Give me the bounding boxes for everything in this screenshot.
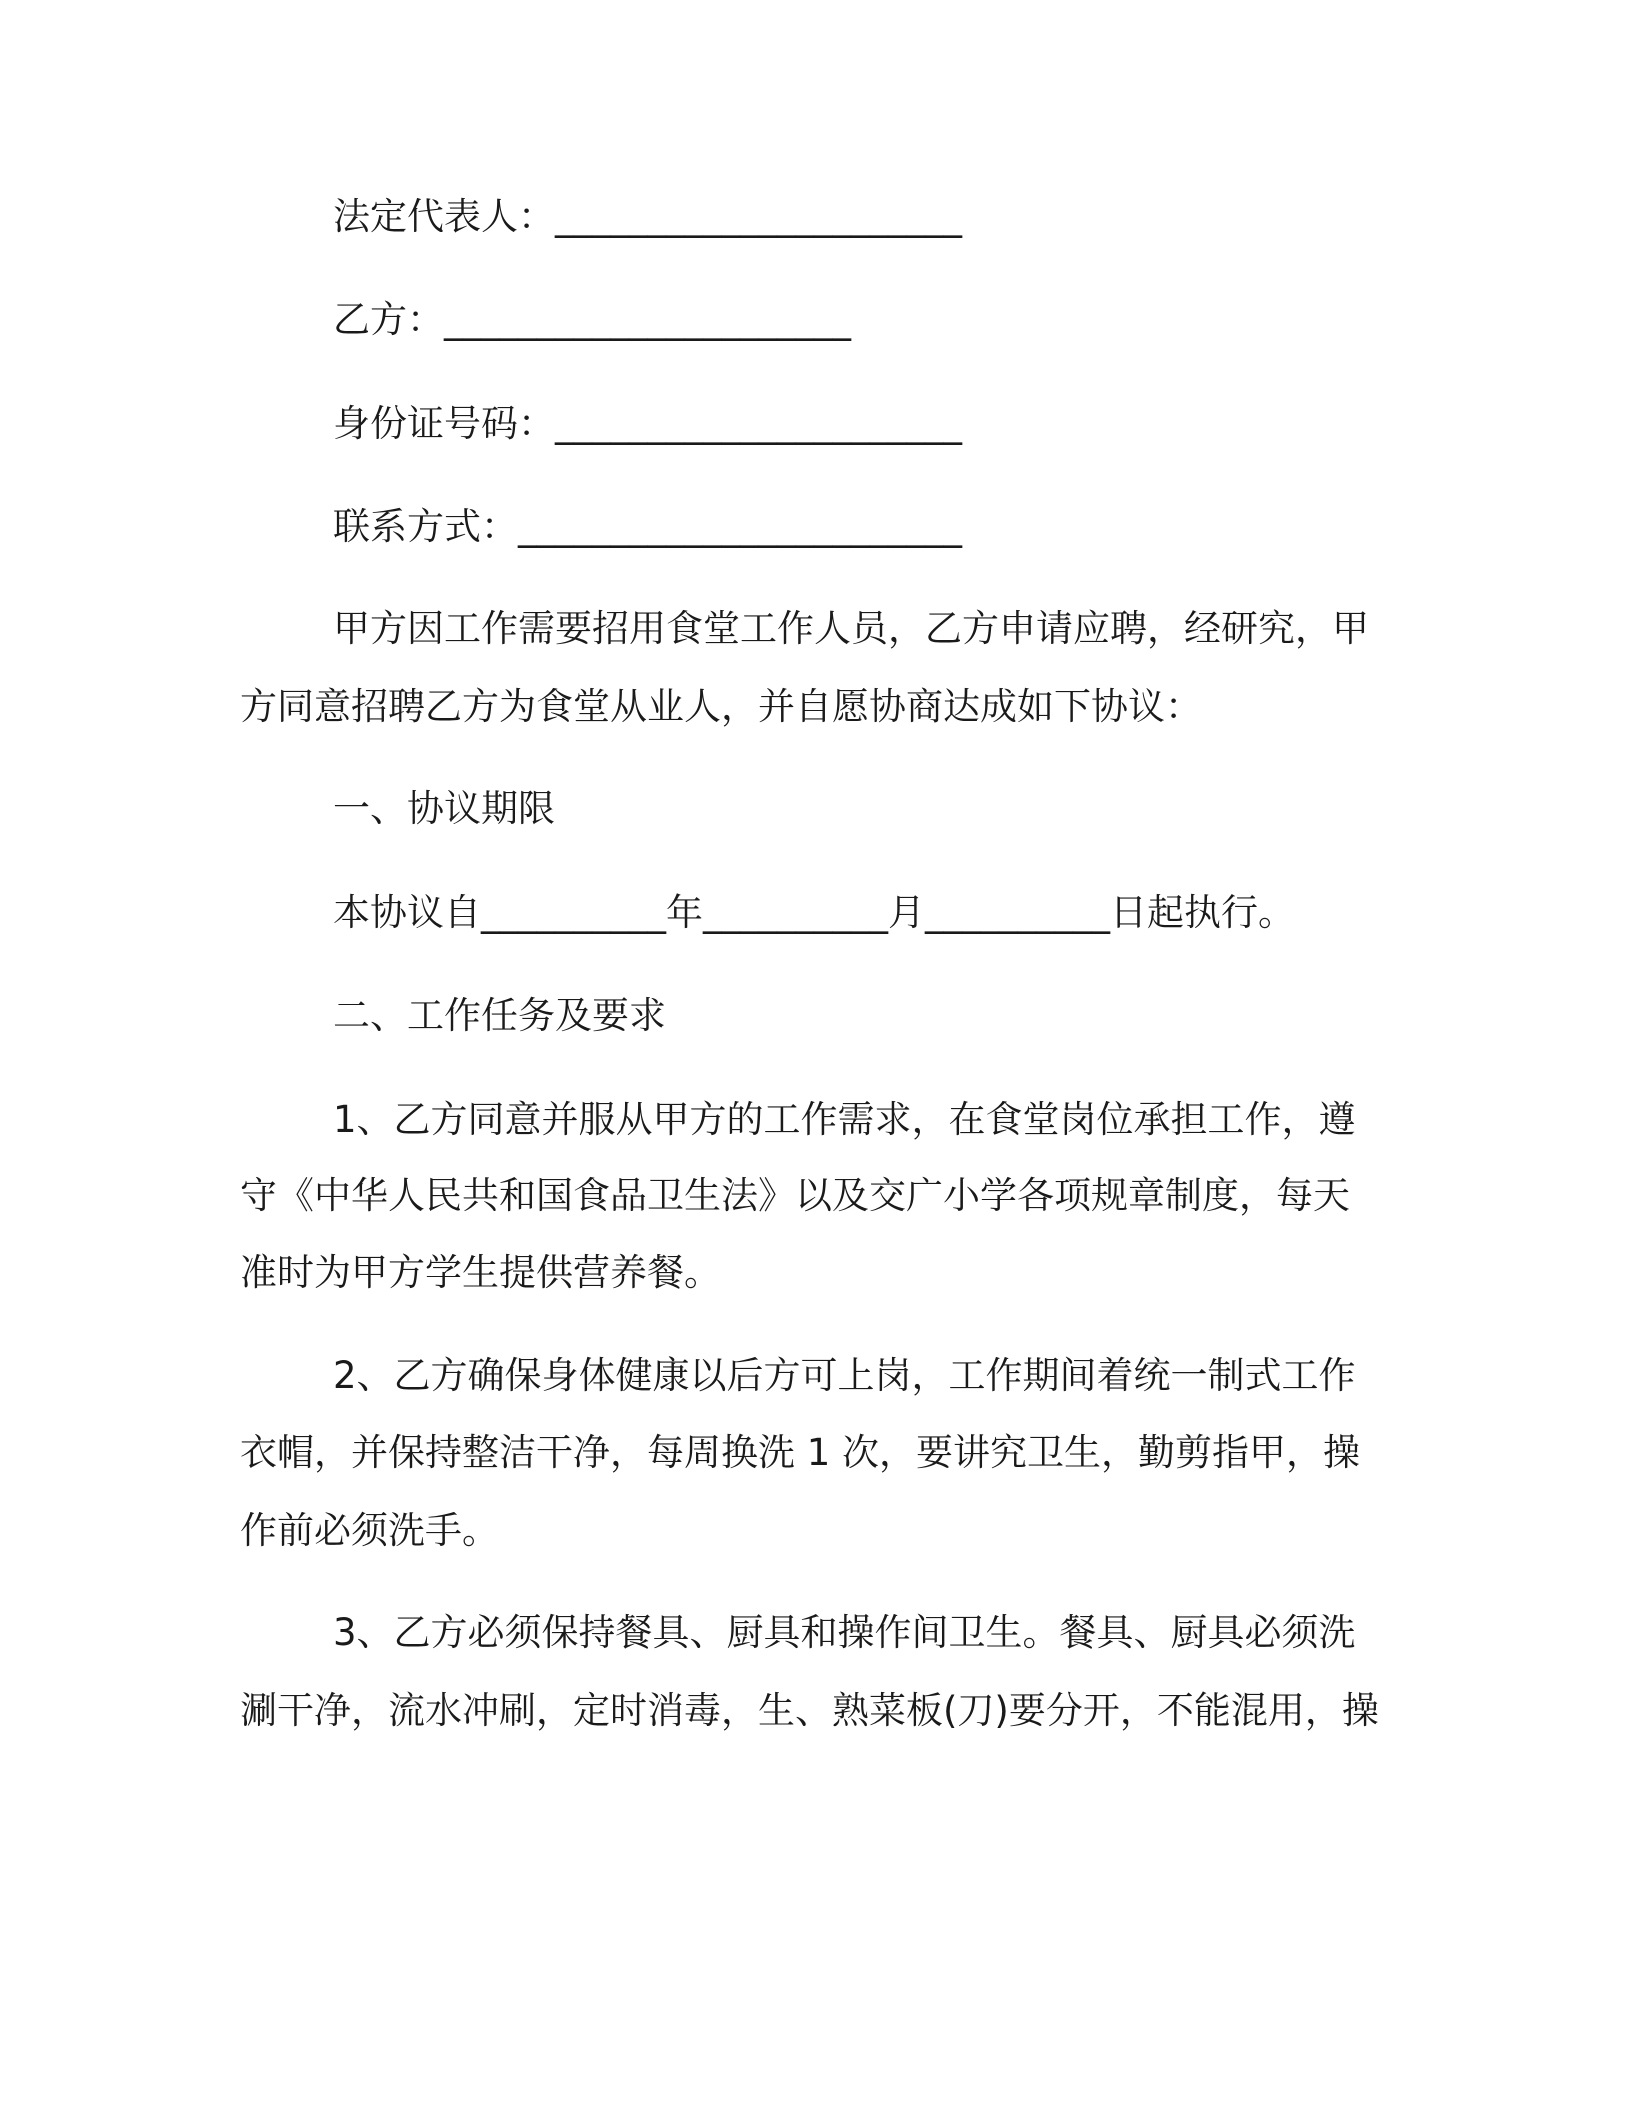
- section2-heading: 二、工作任务及要求: [333, 994, 666, 1037]
- contact-blank: ________________________: [518, 505, 962, 548]
- id-number-label: 身份证号码：: [333, 402, 555, 445]
- item3-line-1: 3、乙方必须保持餐具、厨具和操作间卫生。餐具、厨具必须洗: [333, 1611, 1356, 1654]
- section1-heading: 一、协议期限: [333, 787, 555, 830]
- legal-representative-field: [333, 195, 962, 239]
- intro-line-2: 方同意招聘乙方为食堂从业人，并自愿协商达成如下协议：: [240, 685, 1202, 728]
- id-number-blank: ______________________: [555, 402, 962, 445]
- item1-line-3: 准时为甲方学生提供营养餐。: [240, 1251, 721, 1294]
- item2-line-2: 衣帽，并保持整洁干净，每周换洗 1 次，要讲究卫生，勤剪指甲，操: [240, 1431, 1361, 1474]
- id-number-field: [333, 402, 962, 446]
- party-b-field: [333, 298, 851, 342]
- contact-label: 联系方式：: [333, 505, 518, 548]
- item1-line-2: 守《中华人民共和国食品卫生法》以及交广小学各项规章制度，每天: [240, 1174, 1350, 1217]
- item3-line-2: 涮干净，流水冲刷，定时消毒，生、熟菜板(刀)要分开，不能混用，操: [240, 1689, 1379, 1732]
- item2-line-1: 2、乙方确保身体健康以后方可上岗，工作期间着统一制式工作: [333, 1354, 1356, 1397]
- legal-representative-label: 法定代表人：: [333, 195, 555, 238]
- contact-field: [333, 505, 962, 549]
- legal-representative-blank: ______________________: [555, 195, 962, 238]
- item2-line-3: 作前必须洗手。: [240, 1509, 499, 1552]
- intro-line-1: 甲方因工作需要招用食堂工作人员，乙方申请应聘，经研究，甲: [333, 607, 1369, 650]
- party-b-blank: ______________________: [444, 298, 851, 341]
- party-b-label: 乙方：: [333, 298, 444, 341]
- item1-line-1: 1、乙方同意并服从甲方的工作需求，在食堂岗位承担工作，遵: [333, 1098, 1356, 1141]
- section1-text: 本协议自__________年__________月__________日起执行。: [333, 891, 1295, 934]
